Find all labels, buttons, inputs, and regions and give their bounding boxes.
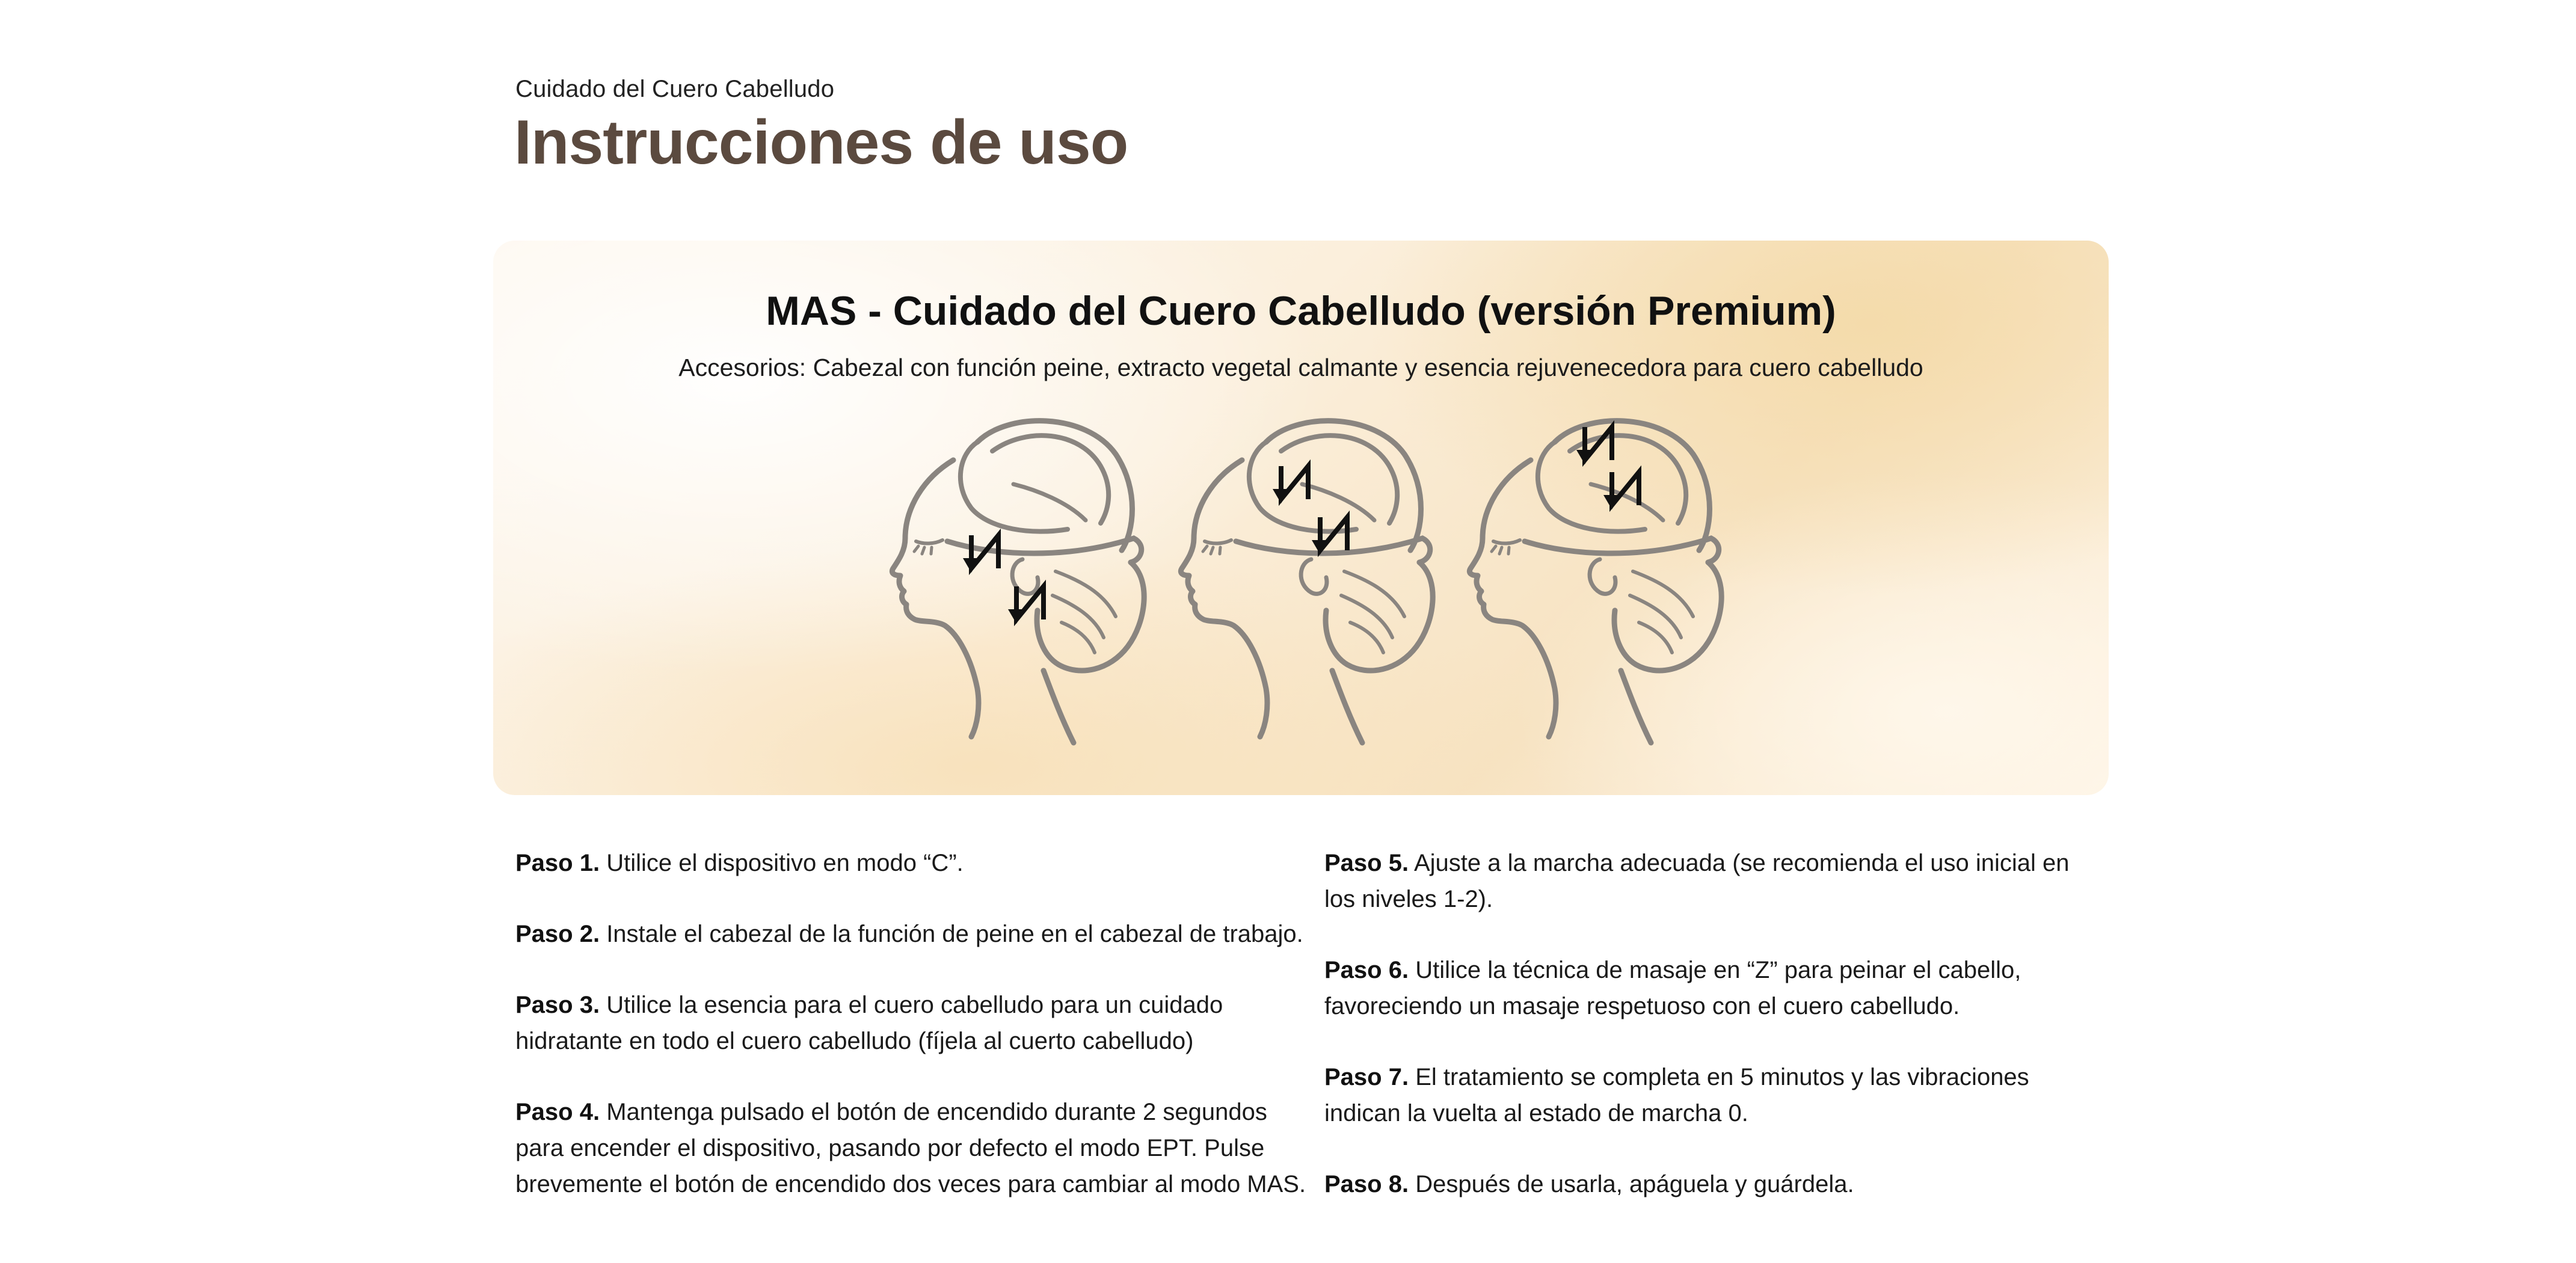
step-text: Utilice la técnica de masaje en “Z” para peinar el cabello, favoreciendo un masaje respetuoso con el cuero cabelludo. (1324, 957, 2021, 1019)
head-illustration-1 (892, 421, 1144, 743)
step-label: Paso 6. (1324, 957, 1409, 983)
steps-column-left (515, 845, 1321, 1237)
page-title: Instrucciones de uso (514, 108, 1128, 177)
head-illustration-3 (1469, 421, 1721, 743)
step-text: El tratamiento se completa en 5 minutos y las vibraciones indican la vuelta al estado de marcha 0. (1324, 1064, 2029, 1126)
step-label: Paso 1. (515, 850, 600, 876)
steps-column-right (1324, 845, 2106, 1237)
step-label: Paso 4. (515, 1099, 600, 1125)
step-text: Mantenga pulsado el botón de encendido durante 2 segundos para encender el dispositivo, pasando por defecto el modo EPT. Pulse brevemente el botón de encendido dos veces para cambiar al modo MAS. (515, 1099, 1306, 1197)
step-text: Instale el cabezal de la función de peine en el cabezal de trabajo. (600, 921, 1303, 947)
step-label: Paso 7. (1324, 1064, 1409, 1090)
step-label: Paso 2. (515, 921, 600, 947)
head-illustrations (878, 412, 1726, 749)
section-kicker: Cuidado del Cuero Cabelludo (515, 76, 835, 102)
step-text: Utilice el dispositivo en modo “C”. (600, 850, 964, 876)
step-4 (515, 1094, 1321, 1202)
step-label: Paso 3. (515, 992, 600, 1018)
step-5 (1324, 845, 2106, 917)
step-8 (1324, 1166, 2106, 1202)
step-text: Después de usarla, apáguela y guárdela. (1409, 1171, 1854, 1197)
step-label: Paso 5. (1324, 850, 1409, 876)
step-6 (1324, 952, 2106, 1024)
head-illustration-2 (1181, 421, 1433, 743)
product-title: MAS - Cuidado del Cuero Cabelludo (versión Premium) (766, 288, 1836, 334)
product-banner (493, 241, 2109, 795)
step-2 (515, 916, 1321, 952)
accessories-text: Accesorios: Cabezal con función peine, extracto vegetal calmante y esencia rejuvenecedora para cuero cabelludo (678, 354, 1923, 381)
step-3 (515, 987, 1321, 1059)
step-1 (515, 845, 1321, 881)
step-text: Ajuste a la marcha adecuada (se recomienda el uso inicial en los niveles 1-2). (1324, 850, 2070, 912)
step-text: Utilice la esencia para el cuero cabelludo para un cuidado hidratante en todo el cuero cabelludo (fíjela al cuerto cabelludo) (515, 992, 1223, 1054)
step-label: Paso 8. (1324, 1171, 1409, 1197)
step-7 (1324, 1059, 2106, 1131)
